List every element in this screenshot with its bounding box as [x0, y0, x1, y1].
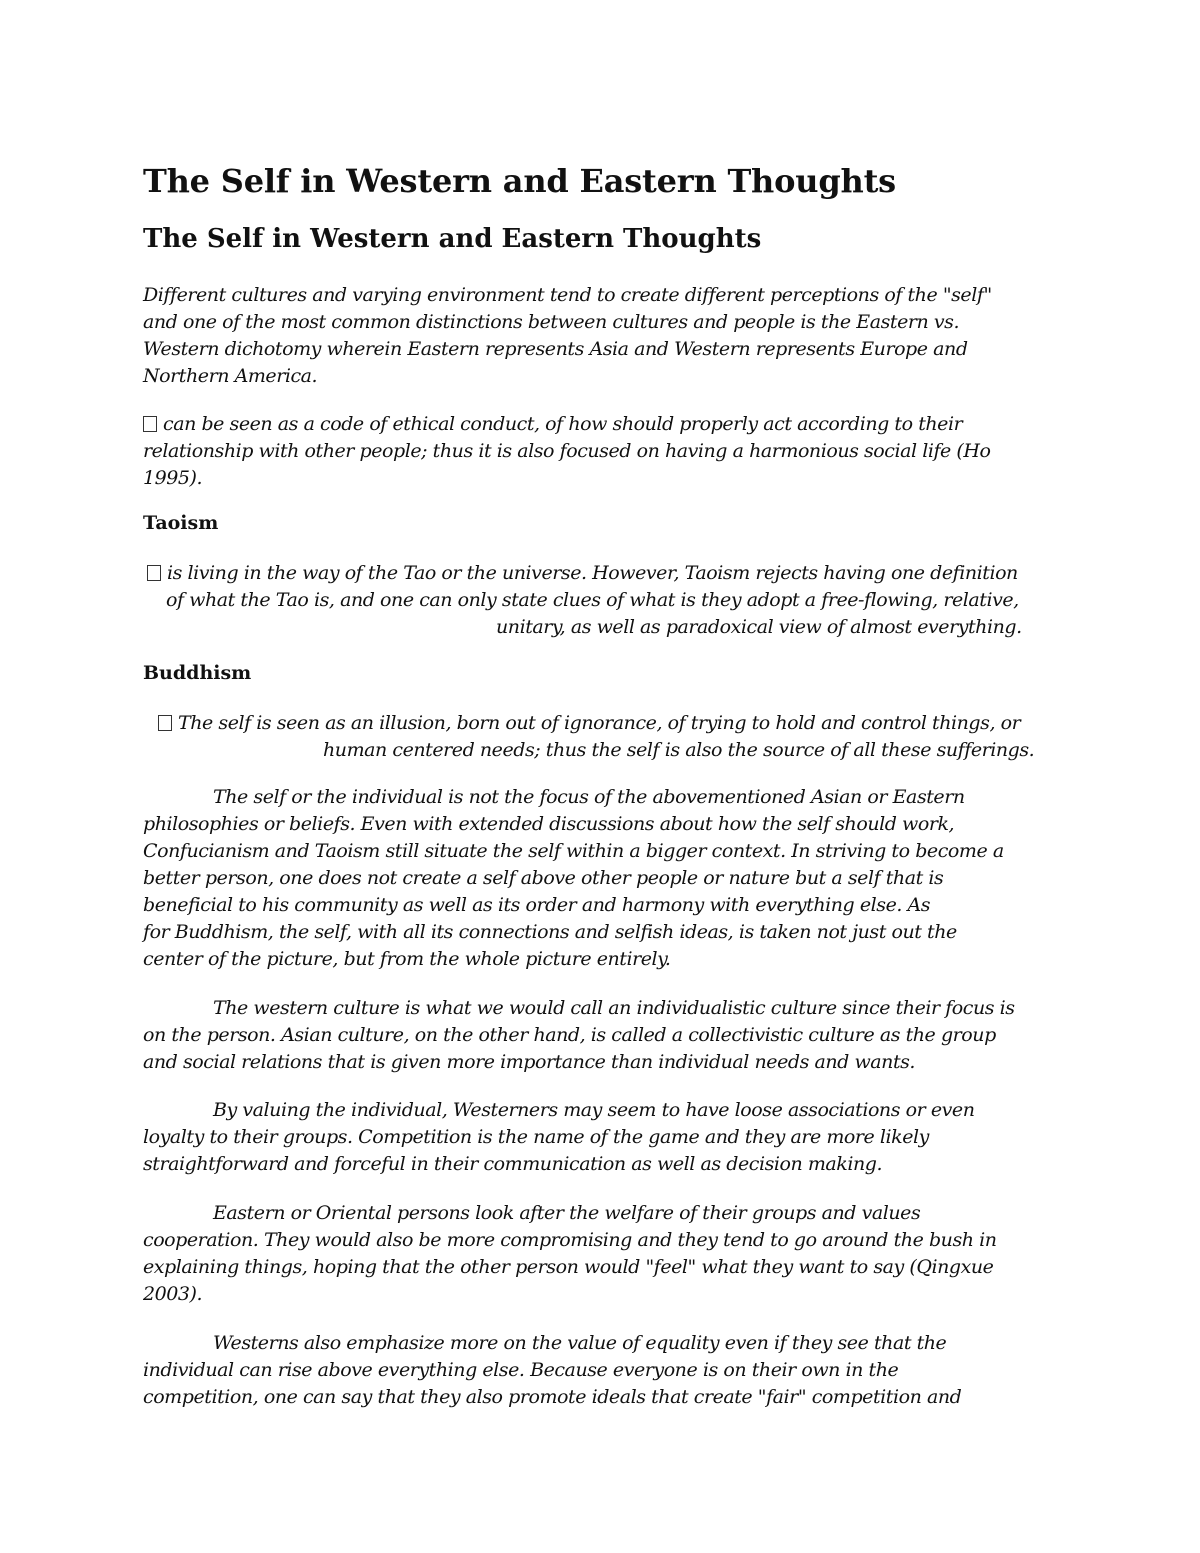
- body-line: for Buddhism, the self, with all its connections and selfish ideas, is taken not just out the: [143, 921, 957, 943]
- intro-line: Northern America.: [143, 365, 318, 387]
- document-subtitle: The Self in Western and Eastern Thoughts: [143, 224, 762, 254]
- missing-glyph-bullet-icon: [147, 565, 161, 581]
- body-line: beneficial to his community as well as its order and harmony with everything else. As: [143, 894, 931, 916]
- body-line: and social relations that is given more importance than individual needs and wants.: [143, 1051, 916, 1073]
- body-line: individual can rise above everything else. Because everyone is on their own in the: [143, 1359, 899, 1381]
- buddhism-text: The self is seen as an illusion, born out of ignorance, of trying to hold and control things, or: [178, 712, 1021, 734]
- taoism-heading: Taoism: [143, 512, 219, 534]
- taoism-text: is living in the way of the Tao or the universe. However, Taoism rejects having one definition: [167, 562, 1018, 584]
- buddhism-heading: Buddhism: [143, 662, 252, 684]
- taoism-line: unitary, as well as paradoxical view of almost everything.: [496, 616, 1022, 638]
- taoism-line: of what the Tao is, and one can only state clues of what is they adopt a free-flowing, relative,: [166, 589, 1019, 611]
- body-line: cooperation. They would also be more compromising and they tend to go around the bush in: [143, 1229, 997, 1251]
- document-title: The Self in Western and Eastern Thoughts: [143, 162, 896, 200]
- body-line: loyalty to their groups. Competition is the name of the game and they are more likely: [143, 1126, 929, 1148]
- body-line: Confucianism and Taoism still situate the self within a bigger context. In striving to become a: [143, 840, 1004, 862]
- body-line: The self or the individual is not the focus of the abovementioned Asian or Eastern: [213, 786, 965, 808]
- confucianism-line: 1995).: [143, 467, 203, 489]
- body-line: competition, one can say that they also promote ideals that create "fair" competition and: [143, 1386, 962, 1408]
- confucianism-text: can be seen as a code of ethical conduct, of how should properly act according to their: [163, 413, 963, 435]
- body-line: By valuing the individual, Westerners may seem to have loose associations or even: [213, 1099, 975, 1121]
- missing-glyph-bullet-icon: [158, 715, 172, 731]
- body-line: straightforward and forceful in their communication as well as decision making.: [143, 1153, 883, 1175]
- body-line: explaining things, hoping that the other person would "feel" what they want to say (Qingxue: [143, 1256, 994, 1278]
- intro-line: Western dichotomy wherein Eastern represents Asia and Western represents Europe and: [143, 338, 968, 360]
- body-line: Westerns also emphasize more on the value of equality even if they see that the: [213, 1332, 947, 1354]
- intro-line: Different cultures and varying environment tend to create different perceptions of the "self": [143, 284, 992, 306]
- body-line: philosophies or beliefs. Even with extended discussions about how the self should work,: [143, 813, 955, 835]
- body-line: center of the picture, but from the whole picture entirely.: [143, 948, 671, 970]
- intro-line: and one of the most common distinctions between cultures and people is the Eastern vs.: [143, 311, 960, 333]
- body-line: better person, one does not create a self above other people or nature but a self that is: [143, 867, 944, 889]
- taoism-line: [147, 560, 1018, 587]
- body-line: on the person. Asian culture, on the other hand, is called a collectivistic culture as the group: [143, 1024, 996, 1046]
- body-line: 2003).: [143, 1283, 203, 1305]
- confucianism-line: [143, 411, 962, 438]
- body-line: The western culture is what we would call an individualistic culture since their focus is: [213, 997, 1015, 1019]
- body-line: Eastern or Oriental persons look after the welfare of their groups and values: [213, 1202, 921, 1224]
- missing-glyph-bullet-icon: [143, 416, 157, 432]
- buddhism-line: human centered needs; thus the self is also the source of all these sufferings.: [323, 739, 1035, 761]
- buddhism-line: [158, 710, 1020, 737]
- confucianism-line: relationship with other people; thus it is also focused on having a harmonious social life (Ho: [143, 440, 991, 462]
